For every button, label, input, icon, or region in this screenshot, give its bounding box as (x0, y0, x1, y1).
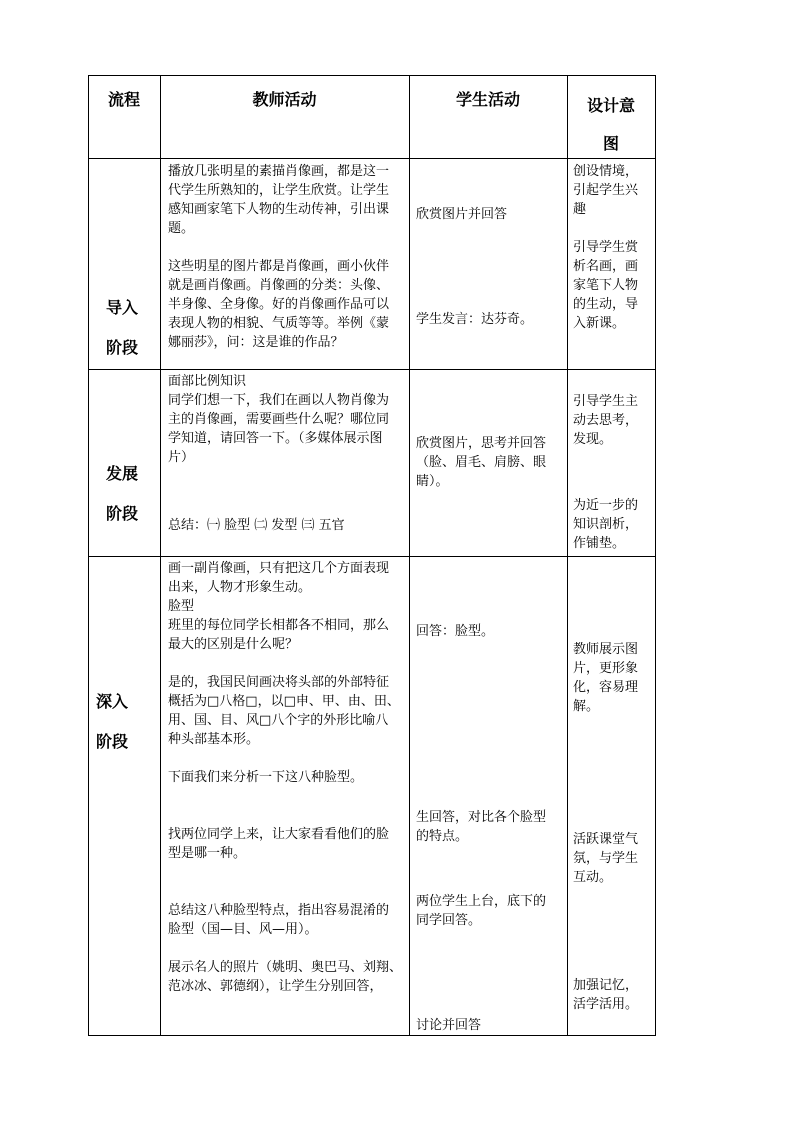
text-line: 的特点。 (416, 829, 469, 844)
text-line: 同学们想一下，我们在画以人物肖像为 (168, 393, 390, 408)
stage-label-line: 导入 (106, 298, 139, 317)
text-line: 家笔下人物 (573, 278, 639, 293)
text-line: 播放几张明星的素描肖像画，都是这一 (168, 164, 390, 179)
text-line: 片，更形象 (573, 661, 639, 676)
design-intent-development-2 (573, 496, 638, 553)
header-teacher-text: 教师活动 (252, 90, 317, 109)
text-line: 化，容易理 (573, 680, 639, 695)
text-line: 题。 (168, 221, 195, 236)
text-line: 概括为□八格□，以□申、甲、由、田、 (168, 694, 400, 709)
text-line: 氛，与学生 (573, 851, 639, 866)
text-line: 感知画家笔下人物的生动传神，引出课 (168, 202, 390, 217)
stage-label-line: 发展 (106, 464, 139, 483)
text-line: 加强记忆， (573, 978, 639, 993)
text-line: 表现人物的相貌、气质等等。举例《蒙 (168, 316, 390, 331)
student-activity-intro-2 (416, 310, 533, 329)
text-line: 作铺垫。 (573, 536, 626, 551)
table-border-bottom (88, 1035, 656, 1036)
text-line: 活跃课堂气 (573, 832, 639, 847)
stage-development (106, 454, 138, 534)
header-teacher (160, 87, 409, 110)
text-line: 回答：脸型。 (416, 624, 495, 639)
table-border-right (655, 75, 656, 1036)
design-intent-deepening-2 (573, 830, 638, 887)
text-line: 睛）。 (416, 474, 449, 489)
text-line: 半身像、全身像。好的肖像画作品可以 (168, 297, 390, 312)
header-design (567, 87, 655, 163)
text-line: 用、国、目、风□八个字的外形比喻八 (168, 713, 389, 728)
text-line: 总结这八种脸型特点，指出容易混淆的 (168, 903, 390, 918)
text-line: 种头部基本形。 (168, 732, 260, 747)
row2-divider (88, 556, 656, 557)
text-line: 型是哪一种。 (168, 846, 247, 861)
stage-label-line: 阶段 (106, 338, 139, 357)
text-line: 画一副肖像画，只有把这几个方面表现 (168, 561, 390, 576)
text-line: 找两位同学上来，让大家看看他们的脸 (168, 827, 390, 842)
text-line: 同学回答。 (416, 913, 482, 928)
text-line: 解。 (573, 699, 600, 714)
text-line: 娜丽莎》，问：这是谁的作品？ (168, 335, 344, 350)
teacher-activity-deepening (168, 559, 402, 996)
text-line: 总结：㈠ 脸型 ㈡ 发型 ㈢ 五官 (168, 518, 345, 533)
text-line: 脸型（国—目、风—用）。 (168, 922, 318, 937)
text-line: 范冰冰、郭德纲），让学生分别回答， (168, 979, 383, 994)
text-line: 这些明星的图片都是肖像画，画小伙伴 (168, 259, 390, 274)
text-line: （脸、眉毛、肩膀、眼 (416, 455, 547, 470)
teacher-summary-development (168, 516, 345, 535)
text-line: 学知道，请回答一下。（多媒体展示图 (168, 431, 383, 446)
text-line: 引导学生主 (573, 394, 639, 409)
teacher-activity-intro (168, 162, 389, 352)
stage-label-line: 深入 (96, 692, 129, 711)
col-divider-1 (160, 75, 161, 1036)
design-intent-development-1 (573, 392, 638, 449)
text-line: 展示名人的照片（姚明、奥巴马、刘翔、 (168, 960, 403, 975)
text-line: 最大的区别是什么呢？ (168, 637, 299, 652)
text-line: 互动。 (573, 870, 613, 885)
stage-label-line: 阶段 (106, 504, 139, 523)
table-border-top (88, 75, 656, 76)
text-line: 主的肖像画，需要画些什么呢？哪位同 (168, 412, 390, 427)
header-design-line1: 设计意 (586, 96, 635, 115)
design-intent-intro (573, 162, 638, 333)
text-line: 的生动，导 (573, 297, 639, 312)
stage-label-line: 阶段 (96, 732, 129, 751)
text-line: 引起学生兴 (573, 183, 639, 198)
text-line: 片） (168, 450, 195, 465)
text-line: 班里的每位同学长相都各不相同，那么 (168, 618, 390, 633)
text-line: 教师展示图 (573, 642, 639, 657)
stage-intro (106, 288, 138, 368)
text-line: 发现。 (573, 432, 613, 447)
student-activity-deepening-1 (416, 622, 494, 641)
text-line: 析名画，画 (573, 259, 639, 274)
text-line: 两位学生上台，底下的 (416, 894, 547, 909)
text-line: 欣赏图片，思考并回答 (416, 436, 547, 451)
text-line: 讨论并回答 (416, 1018, 482, 1033)
header-process-text: 流程 (107, 90, 140, 109)
header-student-text: 学生活动 (455, 90, 520, 109)
text-line: 创设情境， (573, 164, 639, 179)
col-divider-3 (567, 75, 568, 1036)
header-process (88, 87, 160, 110)
text-line: 知识剖析， (573, 517, 639, 532)
text-line: 引导学生赏 (573, 240, 639, 255)
text-line: 入新课。 (573, 316, 626, 331)
text-line: 为近一步的 (573, 498, 639, 513)
text-line: 是的，我国民间画决将头部的外部特征 (168, 675, 390, 690)
text-line: 脸型 (168, 599, 195, 614)
text-line: 学生发言：达芬奇。 (416, 312, 534, 327)
design-intent-deepening-1 (573, 640, 638, 716)
text-line: 欣赏图片并回答 (416, 207, 508, 222)
student-activity-intro-1 (416, 205, 507, 224)
text-line: 代学生所熟知的，让学生欣赏。让学生 (168, 183, 390, 198)
teacher-activity-development (168, 372, 389, 467)
stage-deepening (96, 682, 128, 762)
text-line: 活学活用。 (573, 997, 639, 1012)
design-intent-deepening-3 (573, 976, 638, 1014)
row1-divider (88, 369, 656, 370)
student-activity-deepening-4 (416, 1016, 481, 1035)
text-line: 面部比例知识 (168, 374, 247, 389)
header-design-line2: 图 (602, 134, 619, 153)
table-border-left (88, 75, 89, 1036)
text-line: 下面我们来分析一下这八种脸型。 (168, 770, 364, 785)
student-activity-deepening-3 (416, 892, 546, 930)
student-activity-deepening-2 (416, 808, 546, 846)
student-activity-development (416, 434, 546, 491)
text-line: 趣 (573, 202, 587, 217)
col-divider-2 (409, 75, 410, 1036)
text-line: 生回答，对比各个脸型 (416, 810, 547, 825)
text-line: 动去思考， (573, 413, 639, 428)
header-student (409, 87, 567, 110)
text-line: 就是画肖像画。肖像画的分类：头像、 (168, 278, 390, 293)
text-line: 出来，人物才形象生动。 (168, 580, 312, 595)
